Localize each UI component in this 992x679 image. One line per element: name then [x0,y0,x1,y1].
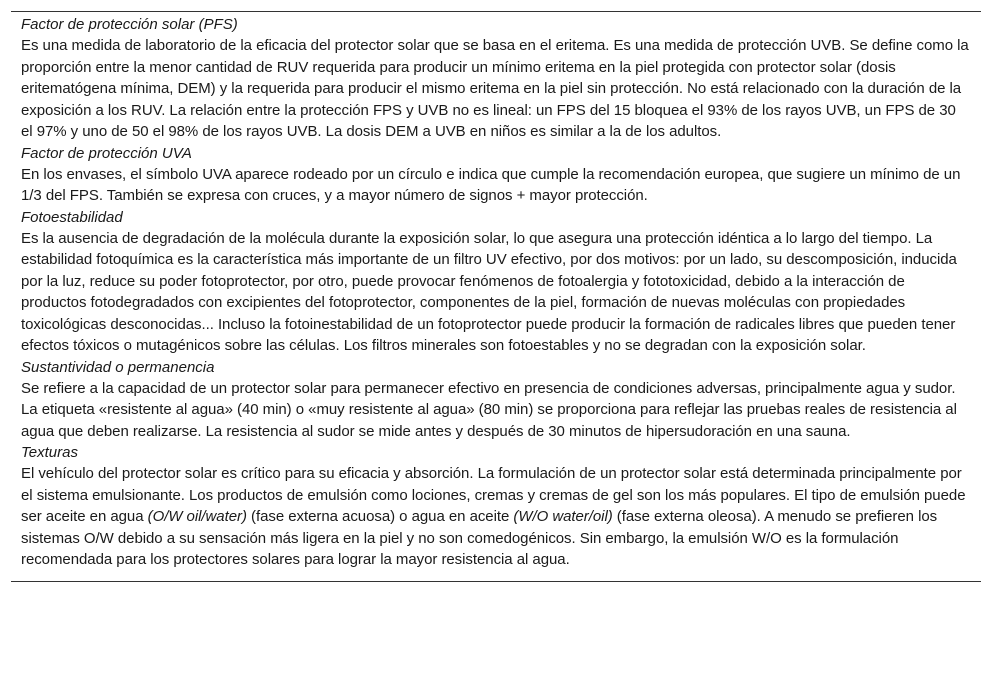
section-body-textures [11,463,981,571]
section-heading-substantivity: Sustantividad o permanencia [21,358,215,376]
section-heading-textures: Texturas [21,444,78,461]
section-body-photostability: Es la ausencia de degradación de la molécula durante la exposición solar, lo que asegura una protección idéntica a lo largo del tiempo. La estabilidad fotoquímica es la característica más importante de un filtro UV efectivo, por dos motivos: por un lado, su descomposición, inducida por la luz, reduce su poder fotoprotector, por otro, puede provocar fenómenos de fotoalergia y fototoxicidad, debido a la interacción de productos fotodegradados con excipientes del fotoprotector, componentes de la piel, formación de nuevas moléculas con propiedades toxicológicas desconocidas... Incluso la fotoinestabilidad de un fotoprotector puede producir la formación de radicales libres que pueden tener efectos tóxicos o mutagénicos sobre las células. Los filtros minerales son fotoestables y no se degradan con la exposición solar. [21,229,957,354]
textures-em-ow: (O/W oil/water) [147,508,247,525]
section-heading-photostability: Fotoestabilidad [21,208,123,226]
section-heading-uva: Factor de protección UVA [21,144,192,162]
textures-text-part1: El vehículo del protector solar es crítico para su eficacia y absorción. La formulación de un protector solar está determinada principalmente por el sistema emulsionante. Los productos de emulsión como lociones, cremas y cremas de gel son los más populares. El tipo de emulsión puede ser aceite en agua [21,465,966,525]
textures-text-part2: (fase externa acuosa) o agua en aceite [246,508,514,525]
textures-em-wo: (W/O water/oil) [513,508,613,525]
section-body-pfs: Es una medida de laboratorio de la eficacia del protector solar que se basa en el eritema. Es una medida de protección UVB. Se define como la proporción entre la menor cantidad de RUV requerida para producir un mínimo eritema en la piel protegida con protector solar (dosis eritematógena mínima, DEM) y la requerida para producir el mismo eritema en la piel sin protección. No está relacionado con la duración de la exposición a los RUV. La relación entre la protección FPS y UVB no es lineal: un FPS del 15 bloquea el 93% de los rayos UVB, un FPS de 30 el 97% y uno de 50 el 98% de los rayos UVB. La dosis DEM a UVB en niños es similar a la de los adultos. [21,37,969,140]
section-body-uva: En los envases, el símbolo UVA aparece rodeado por un círculo e indica que cumple la recomendación europea, que sugiere un mínimo de un 1/3 del FPS. También se expresa con cruces, y a mayor número de signos + mayor protección. [21,165,961,204]
section-heading-pfs: Factor de protección solar (PFS) [21,16,238,33]
section-body-substantivity: Se refiere a la capacidad de un protector solar para permanecer efectivo en presencia de condiciones adversas, principalmente agua y sudor. La etiqueta «resistente al agua» (40 min) o «muy resistente al agua» (80 min) se proporciona para reflejar las pruebas reales de resistencia al agua que deben realizarse. La resistencia al sudor se mide antes y después de 30 minutos de hipersudoración en una sauna. [21,379,957,440]
sunscreen-properties-table [11,11,981,582]
textures-text-part3: (fase externa oleosa). A menudo se prefieren los sistemas O/W debido a su sensación más ligera en la piel y no son comedogénicos. Sin embargo, la emulsión W/O es la formulación recomendada para los protectores solares para lograr la mayor resistencia al agua. [21,508,938,568]
